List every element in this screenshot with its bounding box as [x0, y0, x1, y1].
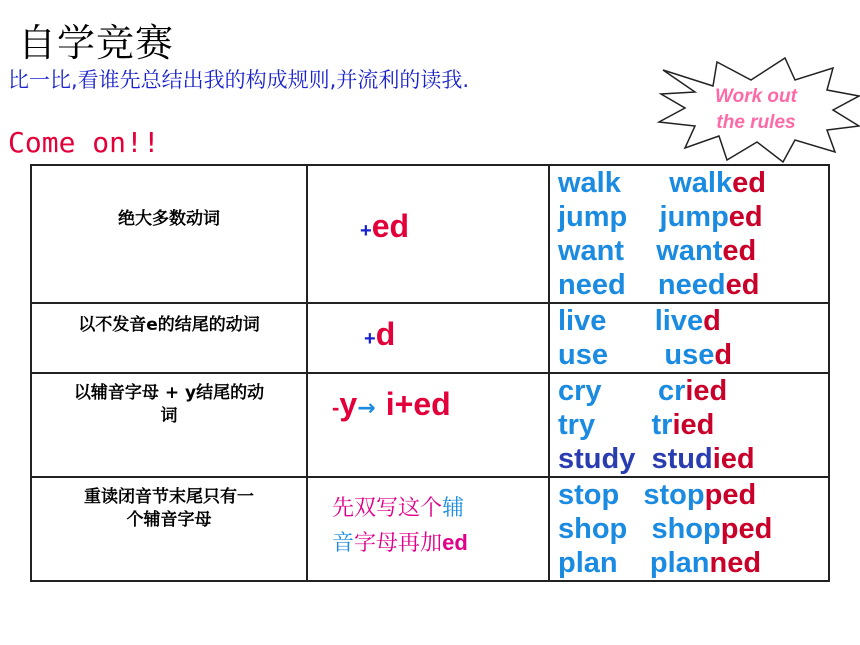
rule-cell: [31, 477, 307, 581]
ending-cell: [307, 303, 549, 373]
list-item: use used: [558, 339, 733, 371]
rule-text: 绝大多数动词: [118, 209, 220, 229]
examples-list: [550, 166, 828, 302]
rules-table: [30, 164, 830, 582]
examples-list: [550, 478, 828, 580]
list-item: need needed: [558, 269, 760, 301]
list-item: cry cried: [558, 375, 728, 407]
callout-text: [686, 84, 826, 136]
removed-letter: y: [339, 386, 358, 422]
list-item: shop shopped: [558, 513, 773, 545]
list-item: try tried: [558, 409, 715, 441]
minus-sign: -: [332, 395, 340, 420]
list-item: jump jumped: [558, 201, 763, 233]
plus-sign: +: [360, 220, 372, 242]
examples-cell: [549, 373, 829, 477]
subtitle: 比一比,看谁先总结出我的构成规则,并流利的读我.: [8, 68, 470, 92]
list-item: live lived: [558, 305, 721, 337]
list-item: walk walked: [558, 167, 766, 199]
ending-text: d: [375, 316, 396, 352]
list-item: study studied: [558, 443, 755, 475]
rule-text: 以辅音字母 + y结尾的动 词: [73, 383, 265, 426]
examples-list: [550, 304, 828, 372]
rule-cell: [31, 303, 307, 373]
list-item: want wanted: [558, 235, 757, 267]
ending-text: i+ed: [385, 386, 451, 422]
list-item: plan planned: [558, 547, 762, 579]
rule-text: 重读闭音节末尾只有一 个辅音字母: [84, 487, 254, 530]
doubling-note: 先双写这个辅 音字母再加ed: [332, 496, 468, 556]
rule-cell: [31, 373, 307, 477]
ending-text: ed: [371, 208, 410, 244]
table-row: [31, 373, 829, 477]
arrow-icon: →: [357, 396, 376, 421]
examples-cell: [549, 165, 829, 303]
list-item: stop stopped: [558, 479, 757, 511]
ending-cell: [307, 477, 549, 581]
table-row: [31, 165, 829, 303]
ending-cell: [307, 373, 549, 477]
table-row: [31, 303, 829, 373]
examples-cell: [549, 303, 829, 373]
table-row: [31, 477, 829, 581]
page-title: 自学竞赛: [18, 21, 175, 65]
callout-line-1: Work out: [715, 86, 797, 107]
callout-line-2: the rules: [716, 112, 796, 133]
examples-cell: [549, 477, 829, 581]
rule-text: 以不发音e的结尾的动词: [78, 315, 260, 335]
examples-list: [550, 374, 828, 476]
come-on-text: Come on!!: [8, 126, 160, 159]
plus-sign: +: [364, 328, 376, 350]
ending-cell: [307, 165, 549, 303]
rule-cell: [31, 165, 307, 303]
